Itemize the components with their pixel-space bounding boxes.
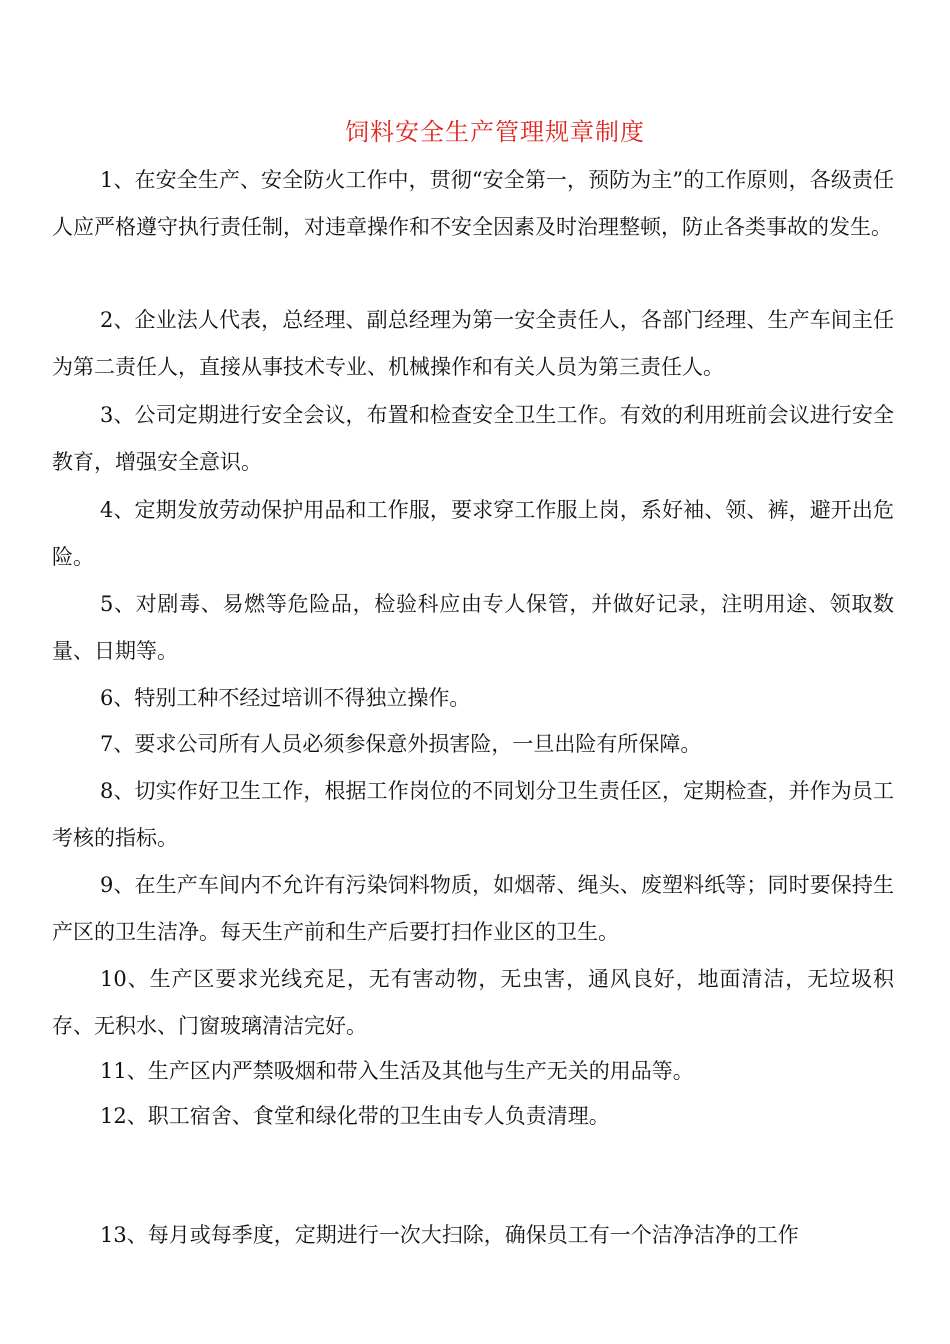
paragraph-7: 7、要求公司所有人员必须参保意外损害险，一旦出险有所保障。	[100, 732, 702, 756]
paragraph-10: 10、生产区要求光线充足，无有害动物，无虫害，通风良好，地面清洁，无垃圾积存、无积水、门窗玻璃清洁完好。	[52, 967, 894, 1038]
paragraph-5: 5、对剧毒、易燃等危险品，检验科应由专人保管，并做好记录，注明用途、领取数量、日期等。	[52, 592, 894, 663]
paragraph-8: 8、切实作好卫生工作，根据工作岗位的不同划分卫生责任区，定期检查，并作为员工考核的指标。	[52, 779, 894, 850]
paragraph-3: 3、公司定期进行安全会议，布置和检查安全卫生工作。有效的利用班前会议进行安全教育，增强安全意识。	[52, 403, 894, 474]
paragraph-2: 2、企业法人代表，总经理、副总经理为第一安全责任人，各部门经理、生产车间主任为第二责任人，直接从事技术专业、机械操作和有关人员为第三责任人。	[52, 308, 894, 379]
paragraph-6: 6、特别工种不经过培训不得独立操作。	[100, 686, 471, 710]
paragraph-11: 11、生产区内严禁吸烟和带入生活及其他与生产无关的用品等。	[100, 1059, 694, 1083]
paragraph-9: 9、在生产车间内不允许有污染饲料物质，如烟蒂、绳头、废塑料纸等；同时要保持生产区的卫生洁净。每天生产前和生产后要打扫作业区的卫生。	[52, 873, 894, 944]
document-title: 饲料安全生产管理规章制度	[345, 118, 645, 146]
paragraph-12: 12、职工宿舍、食堂和绿化带的卫生由专人负责清理。	[100, 1104, 610, 1128]
paragraph-4: 4、定期发放劳动保护用品和工作服，要求穿工作服上岗，系好袖、领、裤，避开出危险。	[52, 498, 894, 569]
paragraph-13: 13、每月或每季度，定期进行一次大扫除，确保员工有一个洁净洁净的工作	[100, 1223, 799, 1247]
paragraph-1: 1、在安全生产、安全防火工作中，贯彻“安全第一，预防为主”的工作原则，各级责任人应严格遵守执行责任制，对违章操作和不安全因素及时治理整顿，防止各类事故的发生。	[52, 168, 894, 239]
